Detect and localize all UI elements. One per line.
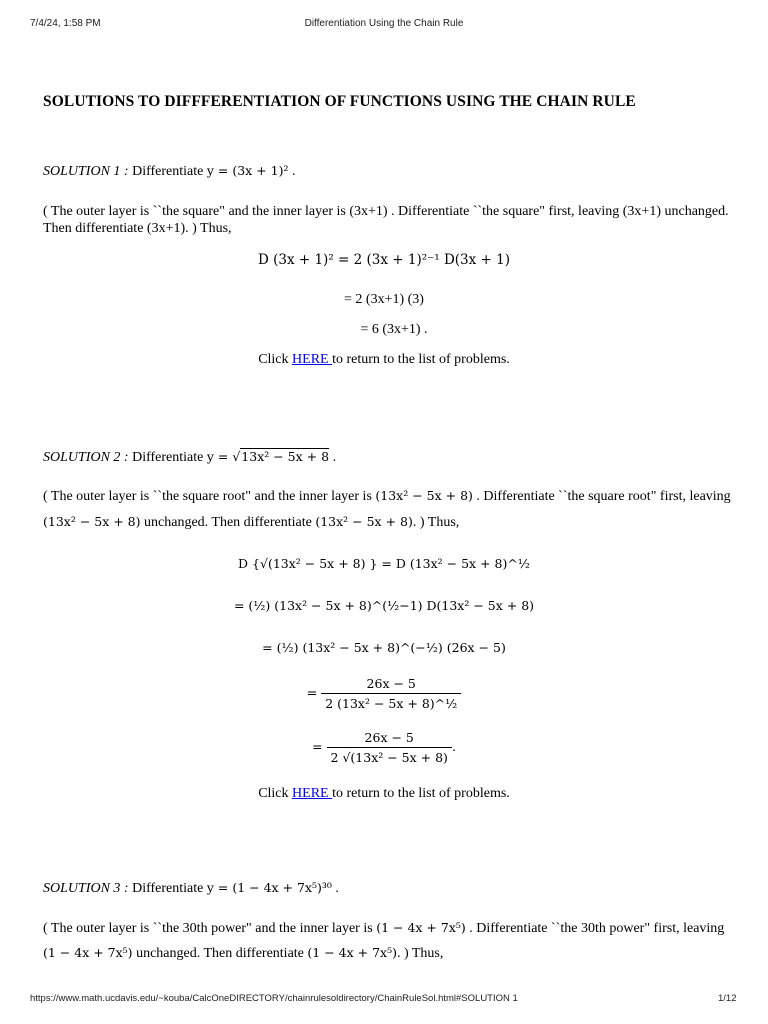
solution-1-step-3: = 6 (3x+1) . bbox=[360, 322, 428, 337]
explanation-text: . ) Thus, bbox=[396, 946, 444, 961]
solution-label: SOLUTION 2 : bbox=[43, 450, 129, 465]
print-page-title: Differentiation Using the Chain Rule bbox=[304, 18, 464, 29]
explanation-text: ( The outer layer is ``the 30th power" and the inner layer is bbox=[43, 921, 373, 936]
fraction bbox=[321, 676, 461, 711]
solution-label: SOLUTION 1 : bbox=[43, 164, 129, 179]
print-datetime: 7/4/24, 1:58 PM bbox=[30, 18, 101, 29]
return-suffix: to return to the list of problems. bbox=[332, 352, 510, 367]
explanation-text: . Differentiate ``the square root" first, leaving bbox=[476, 489, 731, 504]
explanation-text: . Differentiate ``the 30th power" first, leaving bbox=[469, 921, 725, 936]
solution-2-statement: SOLUTION 2 : Differentiate y = √13x² − 5x + 8 . bbox=[43, 449, 337, 465]
solution-2-step-4: = $\frac{26x - 5}{\text{2 (13x² − 5x + 8)\textasciicircum{}½}}$ bbox=[0, 676, 768, 711]
solution-label: SOLUTION 3 : bbox=[43, 881, 129, 896]
solution-3-explanation-line-2 bbox=[43, 944, 733, 963]
return-link-line-2 bbox=[0, 786, 768, 802]
function-expression: y = √13x² − 5x + 8 bbox=[206, 449, 330, 464]
numerator: 26x − 5 bbox=[321, 676, 461, 694]
solution-1-step-2: = 2 (3x+1) (3) bbox=[344, 292, 424, 307]
solution-2-step-2: = (½) (13x² − 5x + 8)^(½−1) D(13x² − 5x + 8) bbox=[233, 598, 535, 613]
explanation-text: unchanged. Then differentiate bbox=[136, 946, 304, 961]
print-page-number: 1/12 bbox=[718, 993, 737, 1004]
solution-2-explanation-line-2 bbox=[43, 513, 733, 532]
solution-2-explanation-line-1 bbox=[43, 487, 733, 506]
inner-layer-expression: (1 − 4x + 7x⁵) bbox=[43, 945, 133, 960]
here-link[interactable]: HERE bbox=[292, 352, 333, 367]
print-url: https://www.math.ucdavis.edu/~kouba/CalcOneDIRECTORY/chainrulesoldirectory/ChainRuleSol.html#SOLUTION 1 bbox=[30, 993, 518, 1004]
inner-layer-expression: (13x² − 5x + 8) bbox=[43, 514, 141, 529]
solution-1-explanation-line-2: Then differentiate (3x+1). ) Thus, bbox=[43, 221, 232, 236]
inner-layer-expression: (1 − 4x + 7x⁵) bbox=[307, 945, 397, 960]
solution-1-statement: SOLUTION 1 : Differentiate y = (3x + 1)² . bbox=[43, 163, 296, 179]
solution-2-step-1: D {√(13x² − 5x + 8) } = D (13x² − 5x + 8)^½ bbox=[238, 556, 530, 571]
differentiate-text: Differentiate bbox=[132, 164, 204, 179]
function-expression: y = (3x + 1)² bbox=[206, 163, 289, 178]
page-title: SOLUTIONS TO DIFFFERENTIATION OF FUNCTIONS USING THE CHAIN RULE bbox=[43, 93, 636, 110]
inner-layer-expression: (13x² − 5x + 8) bbox=[375, 488, 473, 503]
explanation-text: ( The outer layer is ``the square root" and the inner layer is bbox=[43, 489, 372, 504]
solution-3-explanation-line-1 bbox=[43, 919, 733, 938]
solution-2-step-3: = (½) (13x² − 5x + 8)^(−½) (26x − 5) bbox=[262, 640, 506, 655]
return-prefix: Click bbox=[258, 352, 293, 367]
return-suffix: to return to the list of problems. bbox=[332, 786, 510, 801]
inner-layer-expression: (13x² − 5x + 8) bbox=[315, 514, 413, 529]
here-link[interactable]: HERE bbox=[292, 786, 333, 801]
function-expression: y = (1 − 4x + 7x⁵)³⁰ bbox=[206, 880, 332, 895]
denominator: 2 √(13x² − 5x + 8) bbox=[330, 750, 448, 765]
differentiate-text: Differentiate bbox=[132, 450, 204, 465]
return-prefix: Click bbox=[258, 786, 293, 801]
solution-1-step-1: D (3x + 1)² = 2 (3x + 1)²⁻¹ D(3x + 1) bbox=[257, 252, 511, 268]
solution-2-step-5: = $\frac{26x - 5}{\text{2 √(13x² − 5x + 8)}}$ . bbox=[312, 730, 456, 765]
solution-1-explanation-line-1: ( The outer layer is ``the square" and the inner layer is (3x+1) . Differentiate ``the square" first, leaving (3x+1) unchanged. bbox=[43, 204, 729, 219]
fraction bbox=[327, 730, 452, 765]
explanation-text: unchanged. Then differentiate bbox=[144, 515, 312, 530]
inner-layer-expression: (1 − 4x + 7x⁵) bbox=[376, 920, 466, 935]
return-link-line-1 bbox=[0, 352, 768, 368]
differentiate-text: Differentiate bbox=[132, 881, 204, 896]
numerator: 26x − 5 bbox=[327, 730, 452, 748]
solution-3-statement: SOLUTION 3 : Differentiate y = (1 − 4x + 7x⁵)³⁰ . bbox=[43, 880, 339, 896]
explanation-text: . ) Thus, bbox=[412, 515, 460, 530]
denominator: 2 (13x² − 5x + 8)^½ bbox=[325, 696, 458, 711]
